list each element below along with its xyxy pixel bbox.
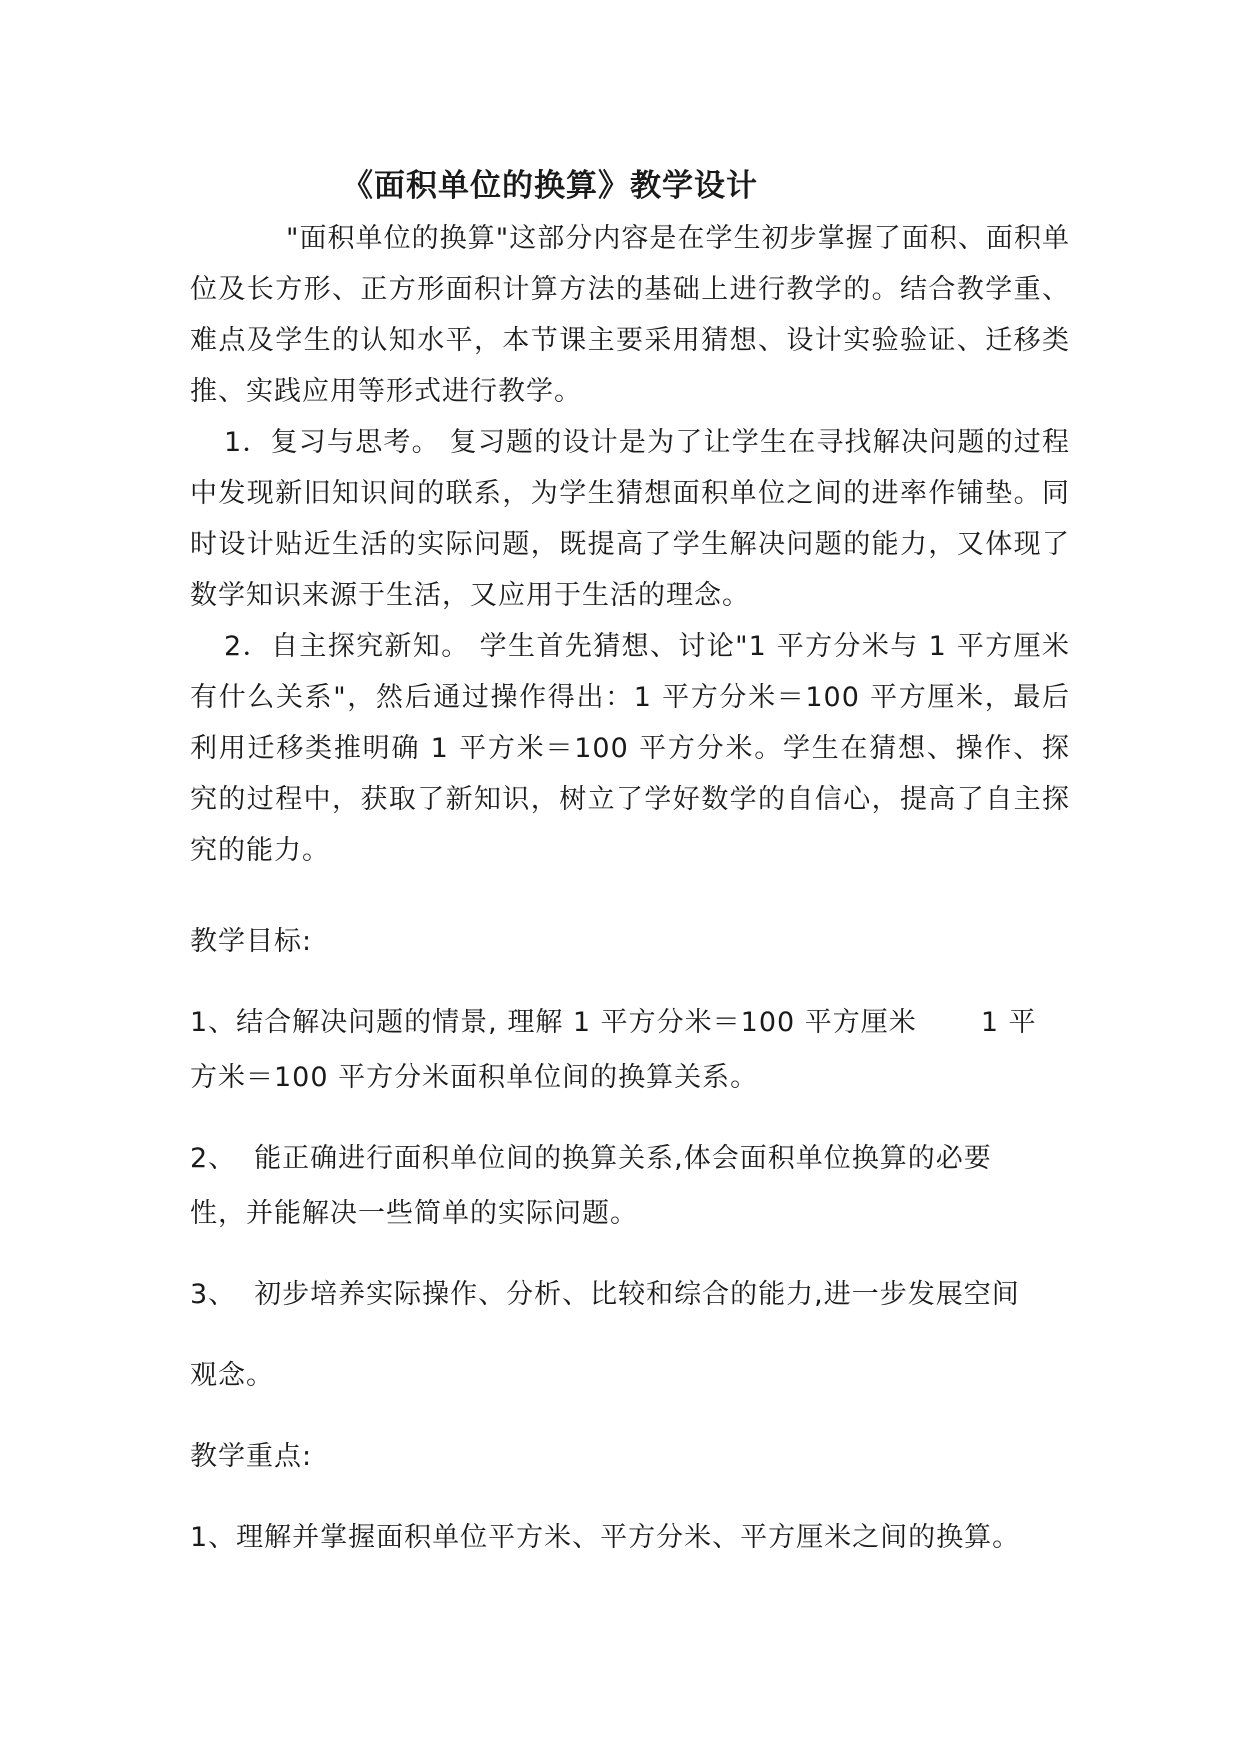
key-points-heading: 教学重点: [190, 1441, 313, 1472]
goals-heading: 教学目标: [190, 926, 313, 957]
goal-3-number: 3、 [190, 1279, 237, 1310]
goal-2-line-2: 性，并能解决一些简单的实际问题。 [190, 1198, 638, 1229]
goal-1-text-b: 1 平 [980, 1007, 1037, 1038]
goal-1-text-a: 1、结合解决问题的情景, 理解 1 平方分米＝100 平方厘米 [190, 1007, 917, 1038]
key-point-1: 1、理解并掌握面积单位平方米、平方分米、平方厘米之间的换算。 [190, 1522, 1021, 1553]
intro-paragraph: "面积单位的换算"这部分内容是在学生初步掌握了面积、面积单位及长方形、正方形面积计算方法的基础上进行教学的。结合教学重、难点及学生的认知水平，本节课主要采用猜想、设计实验验证、迁移类推、实践应用等形式进行教学。 [190, 223, 1070, 407]
goal-1-line-2: 方米＝100 平方分米面积单位间的换算关系。 [190, 1062, 759, 1093]
goal-2-number: 2、 [190, 1143, 237, 1174]
goal-1-line-1 [190, 1003, 1037, 1043]
exploration-paragraph: 2．自主探究新知。 学生首先猜想、讨论"1 平方分米与 1 平方厘米有什么关系"，然后通过操作得出：1 平方分米＝100 平方厘米，最后利用迁移类推明确 1 平方米＝100 平方分米。学生在猜想、操作、探究的过程中，获取了新知识，树立了学好数学的自信心，提高了自主探究的能力。 [190, 631, 1070, 866]
goal-3-text: 初步培养实际操作、分析、比较和综合的能力,进一步发展空间 [254, 1279, 1020, 1310]
goal-2-line-1 [190, 1139, 992, 1179]
goal-3-line-1 [190, 1275, 1020, 1315]
review-paragraph: 1．复习与思考。 复习题的设计是为了让学生在寻找解决问题的过程中发现新旧知识间的联系，为学生猜想面积单位之间的进率作铺垫。同时设计贴近生活的实际问题，既提高了学生解决问题的能力，又体现了数学知识来源于生活，又应用于生活的理念。 [190, 427, 1070, 611]
document-title: 《面积单位的换算》教学设计 [342, 168, 758, 204]
goal-2-text: 能正确进行面积单位间的换算关系,体会面积单位换算的必要 [254, 1143, 992, 1174]
goal-3-line-2: 观念。 [190, 1360, 274, 1391]
